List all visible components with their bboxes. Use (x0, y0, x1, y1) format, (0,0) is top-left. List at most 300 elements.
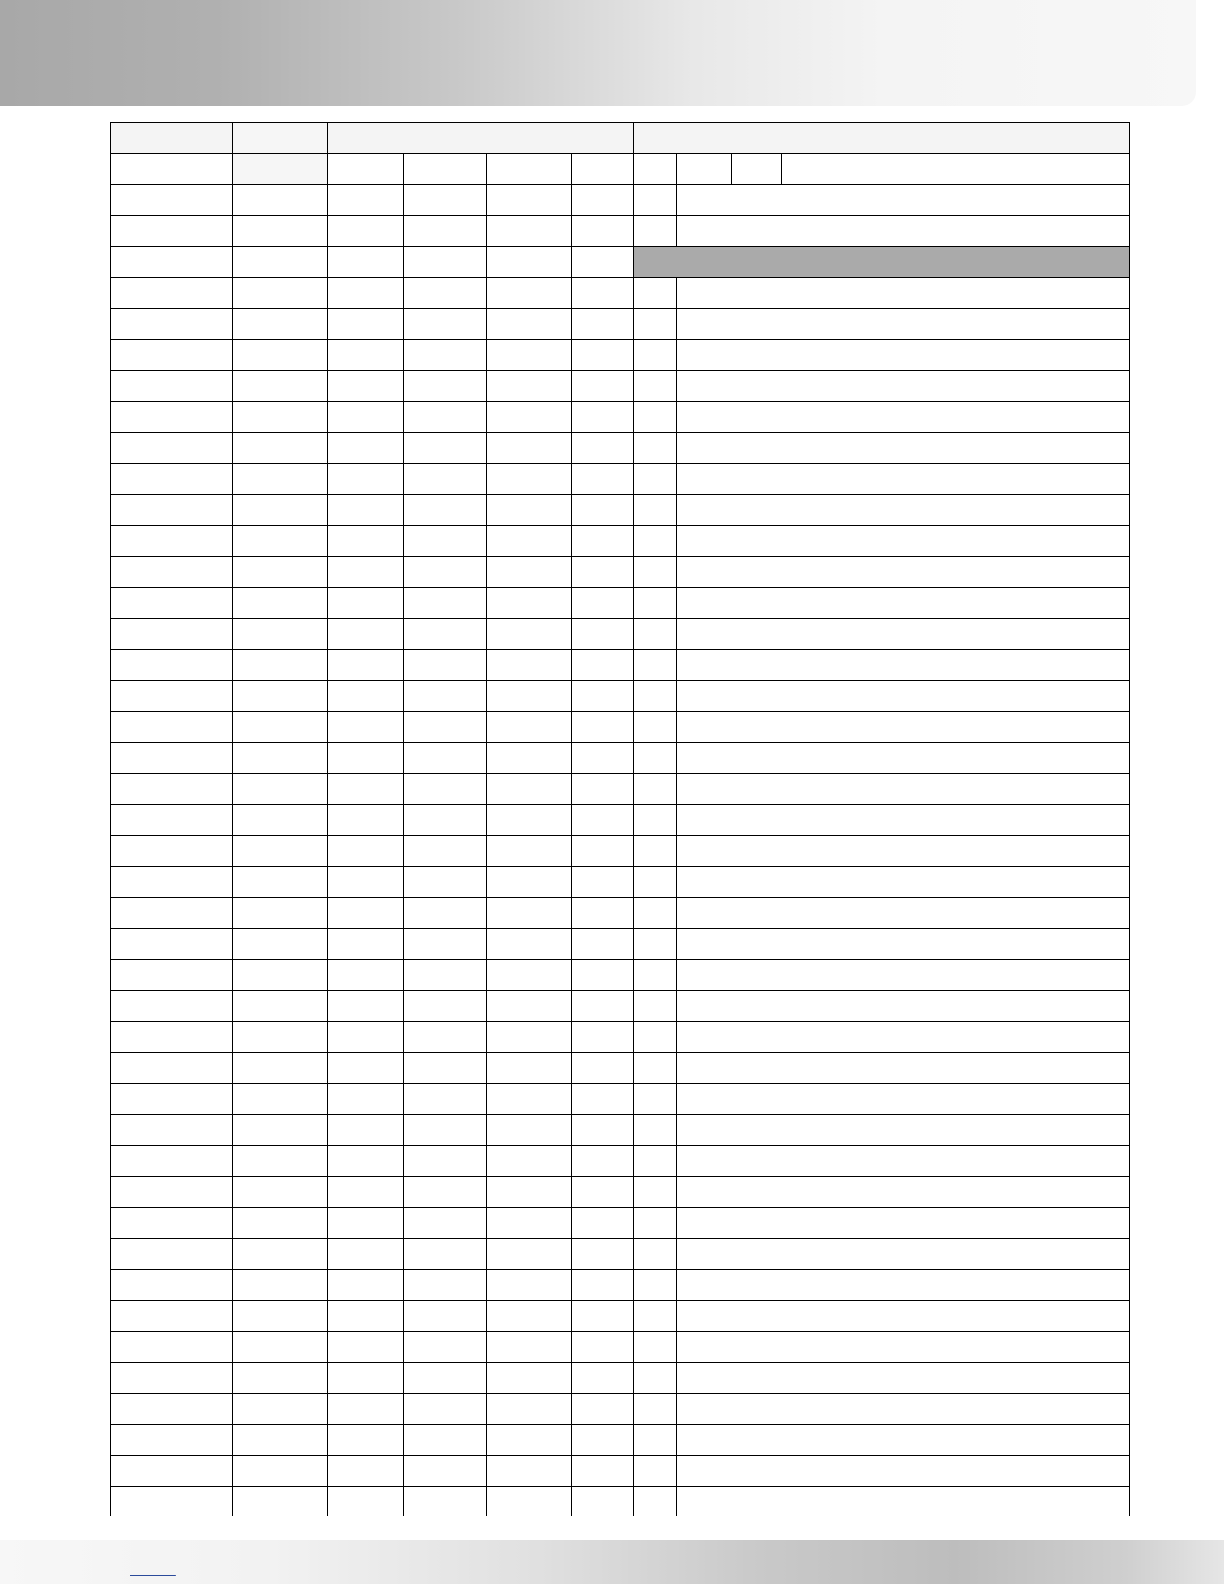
table-cell (487, 1301, 572, 1332)
table-cell (572, 433, 634, 464)
table-cell (404, 650, 487, 681)
table-cell (404, 681, 487, 712)
table-cell (487, 991, 572, 1022)
table-cell (111, 247, 233, 278)
table-cell (404, 495, 487, 526)
table-cell (572, 898, 634, 929)
table-cell (233, 1146, 328, 1177)
table-row (111, 743, 1130, 774)
table-cell (404, 867, 487, 898)
table-cell-description (677, 1425, 1130, 1456)
table-cell (328, 836, 404, 867)
table-cell (233, 1208, 328, 1239)
table-cell (634, 433, 677, 464)
table-row (111, 650, 1130, 681)
table-cell-description (677, 805, 1130, 836)
table-cell (404, 1146, 487, 1177)
table-cell (572, 464, 634, 495)
table-cell-description (677, 929, 1130, 960)
table-row (111, 898, 1130, 929)
table-row (111, 929, 1130, 960)
header-sub-cell-9 (732, 154, 782, 185)
table-cell (487, 1084, 572, 1115)
table-cell-description (677, 1115, 1130, 1146)
table-cell (111, 526, 233, 557)
table-cell-description (677, 309, 1130, 340)
table-cell (111, 712, 233, 743)
table-cell-description (677, 774, 1130, 805)
table-cell (233, 1022, 328, 1053)
table-cell (634, 1115, 677, 1146)
table-cell (233, 1363, 328, 1394)
table-cell (572, 929, 634, 960)
table-cell-description (677, 278, 1130, 309)
table-row (111, 1053, 1130, 1084)
table-cell (634, 712, 677, 743)
table-cell (404, 557, 487, 588)
table-cell (111, 495, 233, 526)
table-row (111, 991, 1130, 1022)
table-cell (233, 960, 328, 991)
header-cell-id (111, 123, 233, 154)
table-cell (487, 1487, 572, 1518)
header-sub-cell-10 (782, 154, 1130, 185)
table-header-row-group (111, 123, 1130, 154)
table-cell (404, 1115, 487, 1146)
table-row (111, 557, 1130, 588)
table-cell (233, 464, 328, 495)
table-cell (233, 805, 328, 836)
table-cell (634, 185, 677, 216)
table-row (111, 1146, 1130, 1177)
table-cell (404, 1332, 487, 1363)
table-cell (572, 619, 634, 650)
table-cell (634, 1394, 677, 1425)
table-cell (404, 1363, 487, 1394)
table-cell-description (677, 743, 1130, 774)
table-cell (487, 1053, 572, 1084)
table-cell (404, 247, 487, 278)
table-row (111, 216, 1130, 247)
table-cell (111, 1363, 233, 1394)
table-cell (634, 650, 677, 681)
table-cell (111, 867, 233, 898)
table-cell (404, 1270, 487, 1301)
table-cell (233, 929, 328, 960)
table-row (111, 1394, 1130, 1425)
table-cell (572, 1394, 634, 1425)
table-row (111, 1425, 1130, 1456)
table-cell (328, 867, 404, 898)
table-cell-description (677, 433, 1130, 464)
table-cell (328, 557, 404, 588)
table-cell (487, 712, 572, 743)
table-cell (487, 278, 572, 309)
table-row (111, 309, 1130, 340)
table-cell (233, 743, 328, 774)
table-cell (233, 1177, 328, 1208)
table-cell (111, 1332, 233, 1363)
table-cell (404, 402, 487, 433)
table-cell (634, 743, 677, 774)
table-cell (634, 402, 677, 433)
table-cell-description (677, 1146, 1130, 1177)
table-cell (404, 1394, 487, 1425)
table-cell (111, 929, 233, 960)
table-cell (111, 1270, 233, 1301)
table-cell (111, 1146, 233, 1177)
table-row (111, 681, 1130, 712)
table-cell (634, 1239, 677, 1270)
table-cell (328, 743, 404, 774)
table-cell (328, 1208, 404, 1239)
table-cell (487, 650, 572, 681)
table-cell (111, 1177, 233, 1208)
table-cell (404, 836, 487, 867)
table-cell (233, 433, 328, 464)
table-cell (634, 464, 677, 495)
header-sub-cell-7 (634, 154, 677, 185)
table-row (111, 1456, 1130, 1487)
table-cell (111, 619, 233, 650)
table-cell (572, 1487, 634, 1518)
table-cell (487, 836, 572, 867)
table-cell (328, 1456, 404, 1487)
table-cell (111, 464, 233, 495)
table-cell (404, 712, 487, 743)
table-cell-description (677, 1239, 1130, 1270)
table-cell (111, 309, 233, 340)
table-cell (634, 1487, 677, 1518)
table-cell (634, 1332, 677, 1363)
table-cell (404, 1301, 487, 1332)
table-cell (233, 1301, 328, 1332)
table-cell (634, 619, 677, 650)
table-cell (233, 991, 328, 1022)
table-cell (634, 1084, 677, 1115)
table-cell (487, 464, 572, 495)
table-row (111, 433, 1130, 464)
table-cell (111, 1115, 233, 1146)
table-cell (487, 1177, 572, 1208)
page-footer-band-gap (0, 1516, 1224, 1540)
table-cell (404, 1456, 487, 1487)
table-cell (111, 1425, 233, 1456)
table-cell (233, 185, 328, 216)
table-cell (233, 1394, 328, 1425)
header-sub-cell-4 (404, 154, 487, 185)
table-cell (111, 433, 233, 464)
table-cell (328, 1084, 404, 1115)
table-row (111, 1022, 1130, 1053)
table-cell (111, 960, 233, 991)
table-cell (634, 836, 677, 867)
table-cell (487, 681, 572, 712)
table-row-highlight-band (634, 247, 1130, 278)
table-cell (233, 371, 328, 402)
table-row (111, 402, 1130, 433)
table-cell (328, 1270, 404, 1301)
table-cell-description (677, 1053, 1130, 1084)
table-cell (233, 278, 328, 309)
table-cell (404, 805, 487, 836)
table-cell (634, 1053, 677, 1084)
table-cell-description (677, 464, 1130, 495)
table-cell (634, 929, 677, 960)
table-cell (634, 1301, 677, 1332)
table-cell (572, 1053, 634, 1084)
table-cell (328, 1177, 404, 1208)
header-sub-cell-6 (572, 154, 634, 185)
table-cell (233, 1456, 328, 1487)
table-cell (233, 309, 328, 340)
table-cell (328, 1487, 404, 1518)
table-cell (634, 278, 677, 309)
table-cell (111, 1487, 233, 1518)
table-cell (328, 805, 404, 836)
table-cell (404, 185, 487, 216)
table-cell-description (677, 1394, 1130, 1425)
table-cell-description (677, 1208, 1130, 1239)
table-cell (572, 309, 634, 340)
table-cell-description (677, 650, 1130, 681)
table-cell (328, 1394, 404, 1425)
table-cell (572, 960, 634, 991)
table-cell (111, 1301, 233, 1332)
table-cell (572, 1239, 634, 1270)
table-cell (233, 402, 328, 433)
table-row (111, 836, 1130, 867)
footer-link[interactable] (130, 1564, 176, 1578)
table-cell (328, 371, 404, 402)
table-cell (328, 433, 404, 464)
table-cell-description (677, 1301, 1130, 1332)
table-cell (404, 743, 487, 774)
table-cell (634, 681, 677, 712)
table-cell (404, 619, 487, 650)
table-cell (111, 216, 233, 247)
table-cell-description (677, 557, 1130, 588)
table-cell (233, 1270, 328, 1301)
table-cell (404, 216, 487, 247)
table-cell (487, 247, 572, 278)
table-cell (572, 1456, 634, 1487)
table-cell (634, 1363, 677, 1394)
table-cell (487, 1208, 572, 1239)
table-cell (572, 1177, 634, 1208)
table-cell (487, 371, 572, 402)
table-cell (328, 929, 404, 960)
table-cell-description (677, 1177, 1130, 1208)
table-cell (634, 1177, 677, 1208)
table-cell (487, 1456, 572, 1487)
table-cell (233, 1425, 328, 1456)
table-cell (487, 433, 572, 464)
table-cell (328, 712, 404, 743)
table-cell-description (677, 1022, 1130, 1053)
table-cell (233, 619, 328, 650)
table-cell (404, 1487, 487, 1518)
table-cell (572, 340, 634, 371)
table-cell (328, 1332, 404, 1363)
table-cell (404, 278, 487, 309)
table-row (111, 185, 1130, 216)
table-cell (404, 960, 487, 991)
table-row (111, 247, 1130, 278)
table-cell (111, 1456, 233, 1487)
header-sub-cell-2 (233, 154, 328, 185)
table-cell (111, 898, 233, 929)
table-cell (634, 557, 677, 588)
table-cell (634, 1208, 677, 1239)
header-cell-name (233, 123, 328, 154)
table-cell (634, 588, 677, 619)
table-cell (233, 1487, 328, 1518)
table-row (111, 1208, 1130, 1239)
table-cell (404, 588, 487, 619)
table-header-row-sub (111, 154, 1130, 185)
table-cell (404, 991, 487, 1022)
table-cell (111, 340, 233, 371)
table-cell (572, 588, 634, 619)
table-cell (487, 1239, 572, 1270)
table-cell (572, 991, 634, 1022)
table-cell (328, 1115, 404, 1146)
table-cell (487, 898, 572, 929)
table-cell (111, 185, 233, 216)
table-cell-description (677, 1270, 1130, 1301)
table-row (111, 774, 1130, 805)
table-row (111, 1239, 1130, 1270)
table-cell-description (677, 216, 1130, 247)
table-row (111, 805, 1130, 836)
table-cell (111, 805, 233, 836)
table-cell (111, 1239, 233, 1270)
table-cell (572, 743, 634, 774)
table-cell (487, 402, 572, 433)
table-cell-description (677, 526, 1130, 557)
table-cell (328, 1053, 404, 1084)
table-cell (111, 371, 233, 402)
table-row (111, 1270, 1130, 1301)
table-cell (404, 1425, 487, 1456)
table-cell (572, 185, 634, 216)
data-table-body (111, 123, 1130, 1580)
table-row (111, 340, 1130, 371)
table-cell (111, 1022, 233, 1053)
header-cell-group-a (328, 123, 634, 154)
table-cell (328, 1425, 404, 1456)
table-row (111, 619, 1130, 650)
table-cell (328, 650, 404, 681)
table-row (111, 867, 1130, 898)
table-cell (404, 1177, 487, 1208)
table-cell (487, 774, 572, 805)
table-cell (404, 1084, 487, 1115)
table-cell (404, 309, 487, 340)
table-cell (233, 557, 328, 588)
table-cell (572, 1363, 634, 1394)
table-cell (328, 340, 404, 371)
table-cell (572, 1425, 634, 1456)
table-cell (572, 1208, 634, 1239)
table-row (111, 588, 1130, 619)
table-cell (233, 526, 328, 557)
page-header-band-gap (1196, 0, 1224, 106)
table-cell (233, 712, 328, 743)
table-cell (404, 1022, 487, 1053)
table-row (111, 495, 1130, 526)
header-sub-cell-1 (111, 154, 233, 185)
table-cell (572, 774, 634, 805)
table-cell (404, 1239, 487, 1270)
data-table-container (110, 122, 1129, 1580)
table-cell-description (677, 1332, 1130, 1363)
table-cell (634, 991, 677, 1022)
table-cell (634, 960, 677, 991)
table-cell (233, 650, 328, 681)
table-cell-description (677, 371, 1130, 402)
table-cell (111, 278, 233, 309)
table-cell (404, 929, 487, 960)
table-cell-description (677, 960, 1130, 991)
table-cell-description (677, 712, 1130, 743)
table-cell (404, 526, 487, 557)
table-cell (634, 495, 677, 526)
table-cell (572, 216, 634, 247)
table-cell (572, 1332, 634, 1363)
table-cell-description (677, 185, 1130, 216)
table-cell (111, 650, 233, 681)
table-row (111, 1301, 1130, 1332)
table-cell (328, 495, 404, 526)
table-cell-description (677, 867, 1130, 898)
table-cell (233, 588, 328, 619)
header-sub-cell-5 (487, 154, 572, 185)
table-cell (111, 743, 233, 774)
table-cell-description (677, 402, 1130, 433)
table-cell (111, 774, 233, 805)
table-cell (328, 1022, 404, 1053)
table-cell (572, 526, 634, 557)
table-cell (111, 1394, 233, 1425)
table-cell (111, 681, 233, 712)
table-cell (634, 1425, 677, 1456)
table-cell (487, 185, 572, 216)
table-cell (634, 1456, 677, 1487)
table-cell-description (677, 1084, 1130, 1115)
table-row (111, 526, 1130, 557)
table-cell (634, 1022, 677, 1053)
table-cell-description (677, 1456, 1130, 1487)
table-cell (328, 185, 404, 216)
table-row (111, 278, 1130, 309)
table-cell (111, 1208, 233, 1239)
table-cell (328, 588, 404, 619)
table-row (111, 960, 1130, 991)
header-sub-cell-3 (328, 154, 404, 185)
table-row (111, 1115, 1130, 1146)
table-cell (572, 1115, 634, 1146)
table-cell-description (677, 340, 1130, 371)
table-cell (634, 805, 677, 836)
table-cell (328, 1301, 404, 1332)
table-cell (487, 805, 572, 836)
table-cell (572, 402, 634, 433)
table-row (111, 371, 1130, 402)
table-cell (111, 588, 233, 619)
table-cell (572, 650, 634, 681)
